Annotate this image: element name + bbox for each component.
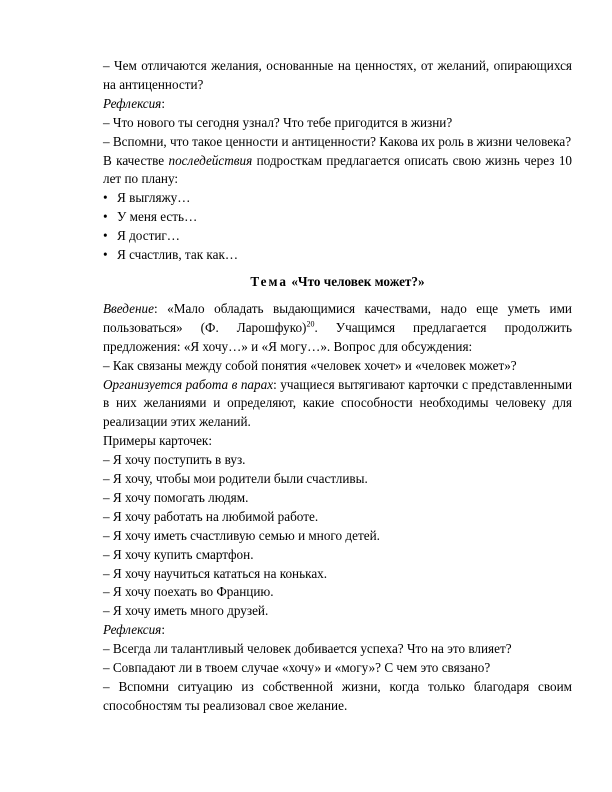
card-item: – Я хочу научиться кататься на коньках. (103, 565, 328, 581)
bullet-icon: • (103, 228, 108, 244)
plan-item (103, 246, 572, 265)
reflection2-question-2: – Совпадают ли в твоем случае «хочу» и «могу»? С чем это связано? (103, 660, 491, 676)
card-item: – Я хочу поступить в вуз. (103, 452, 246, 468)
reflection-label: Рефлексия (103, 95, 162, 111)
pair-work-paragraph (103, 376, 572, 433)
topic-title: «Что человек может?» (291, 273, 425, 289)
card-item: – Я хочу иметь много друзей. (103, 603, 269, 619)
pair-work-label: Организуется работа в парах (103, 376, 274, 392)
plan-item (103, 227, 572, 246)
reflection2-question-1: – Всегда ли талантливый человек добивается успеха? Что на это влияет? (103, 641, 512, 657)
discussion-question: – Как связаны между собой понятия «человек хочет» и «человек может»? (103, 357, 517, 373)
introduction-label: Введение (103, 300, 154, 316)
plan-item-text: Я выгляжу… (117, 190, 191, 206)
reflection-heading-2 (103, 621, 572, 640)
cards-title: Примеры карточек: (103, 433, 213, 449)
footnote-marker: 20 (306, 319, 315, 329)
plan-item (103, 208, 572, 227)
page-content (103, 57, 572, 716)
introduction-quote: : «Мало обладать выдающимися качествами, надо еще уметь ими пользоваться» (Ф. Ларошфуко) (103, 300, 572, 335)
introduction-task: . Учащимся предлагается продолжить предложения: «Я хочу…» и «Я могу…». Вопрос для обсуждения: (103, 319, 572, 354)
aftereffect-text-start: В качестве (103, 152, 169, 168)
reflection2-question-3: – Вспомни ситуацию из собственной жизни, когда только благодаря своим способностям ты реализовал свое желание. (103, 679, 572, 713)
plan-item-text: Я достиг… (117, 228, 180, 244)
plan-item (103, 189, 572, 208)
topic-word: Тема (250, 273, 289, 289)
card-item: – Я хочу помогать людям. (103, 489, 249, 505)
plan-item-text: У меня есть… (117, 209, 198, 225)
card-item: – Я хочу купить смартфон. (103, 546, 254, 562)
card-item: – Я хочу работать на любимой работе. (103, 508, 319, 524)
reflection-colon-2: : (161, 622, 165, 638)
plan-list (103, 189, 572, 265)
aftereffect-text-end: подросткам предлагается описать свою жизнь через 10 лет по плану: (103, 152, 573, 187)
reflection-question-2: – Вспомни, что такое ценности и антиценности? Какова их роль в жизни человека? (103, 133, 572, 149)
card-item: – Я хочу иметь счастливую семью и много детей. (103, 527, 380, 543)
aftereffect-emphasis: последействия (168, 152, 253, 168)
reflection-colon: : (161, 95, 165, 111)
introduction-paragraph (103, 300, 572, 357)
cards-list (103, 451, 572, 621)
card-item: – Я хочу, чтобы мои родители были счастливы. (103, 471, 368, 487)
bullet-icon: • (103, 247, 108, 263)
aftereffect-paragraph (103, 152, 572, 190)
topic-heading (103, 273, 572, 292)
reflection-label-2: Рефлексия (103, 622, 162, 638)
question-values: – Чем отличаются желания, основанные на ценностях, от желаний, опирающихся на антиценности? (103, 58, 572, 92)
pair-work-text: : учащиеся вытягивают карточки с представленными в них желаниями и определяют, какие способности необходимы человеку для реализации этих желаний. (103, 376, 573, 430)
bullet-icon: • (103, 190, 108, 206)
card-item: – Я хочу поехать во Францию. (103, 584, 274, 600)
bullet-icon: • (103, 209, 108, 225)
plan-item-text: Я счастлив, так как… (117, 247, 239, 263)
reflection-heading (103, 95, 572, 114)
reflection-question-1: – Что нового ты сегодня узнал? Что тебе пригодится в жизни? (103, 114, 453, 130)
